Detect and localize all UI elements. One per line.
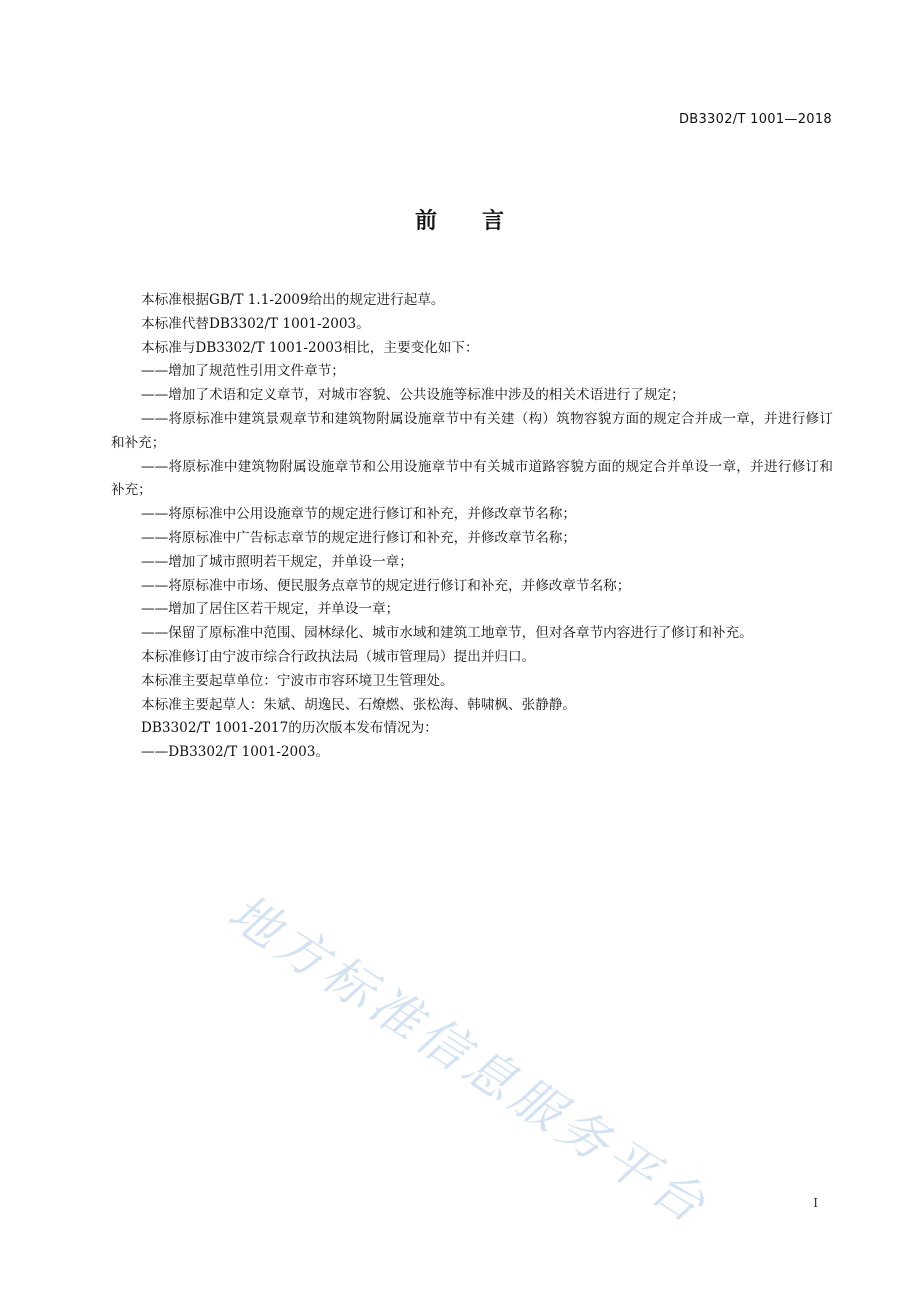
- list-item: ——增加了术语和定义章节，对城市容貌、公共设施等标准中涉及的相关术语进行了规定；: [141, 387, 685, 404]
- standard-code: DB3302/T 1001—2018: [678, 112, 832, 127]
- list-item: ——保留了原标准中范围、园林绿化、城市水域和建筑工地章节，但对各章节内容进行了修订和补充。: [141, 625, 753, 642]
- list-item: ——将原标准中公用设施章节的规定进行修订和补充，并修改章节名称；: [141, 506, 576, 523]
- paragraph: 本标准代替DB3302/T 1001-2003。: [141, 315, 370, 332]
- list-item: ——将原标准中建筑物附属设施章节和公用设施章节中有关城市道路容貌方面的规定合并单设一章，并进行修订和补充；: [111, 458, 833, 499]
- page-number: I: [813, 1196, 818, 1210]
- list-item: ——将原标准中广告标志章节的规定进行修订和补充，并修改章节名称；: [141, 529, 576, 546]
- list-item: ——DB3302/T 1001-2003。: [141, 744, 330, 761]
- list-item: ——增加了居住区若干规定，并单设一章；: [141, 601, 400, 618]
- page-title-first-char: 前: [414, 209, 438, 234]
- paragraph: DB3302/T 1001-2017的历次版本发布情况为：: [141, 720, 438, 737]
- paragraph: 本标准修订由宁波市综合行政执法局（城市管理局）提出并归口。: [141, 648, 536, 665]
- paragraph: 本标准主要起草单位：宁波市市容环境卫生管理处。: [141, 672, 454, 689]
- page-title: [0, 204, 920, 235]
- list-item: ——增加了规范性引用文件章节；: [141, 363, 345, 380]
- list-item: ——将原标准中建筑景观章节和建筑物附属设施章节中有关建（构）筑物容貌方面的规定合并成一章，并进行修订和补充；: [111, 410, 833, 451]
- paragraph: 本标准根据GB/T 1.1-2009给出的规定进行起草。: [141, 292, 445, 308]
- paragraph: 本标准与DB3302/T 1001-2003相比，主要变化如下：: [141, 339, 479, 356]
- foreword-body: [111, 289, 833, 765]
- paragraph: 本标准主要起草人：朱斌、胡逸民、石燎燃、张松海、韩啸枫、张静静。: [141, 696, 576, 713]
- list-item: ——增加了城市照明若干规定，并单设一章；: [141, 553, 413, 570]
- page-title-second-char: 言: [482, 209, 506, 234]
- watermark: 地方标准信息服务平台: [218, 883, 720, 1237]
- list-item: ——将原标准中市场、便民服务点章节的规定进行修订和补充，并修改章节名称；: [141, 577, 631, 594]
